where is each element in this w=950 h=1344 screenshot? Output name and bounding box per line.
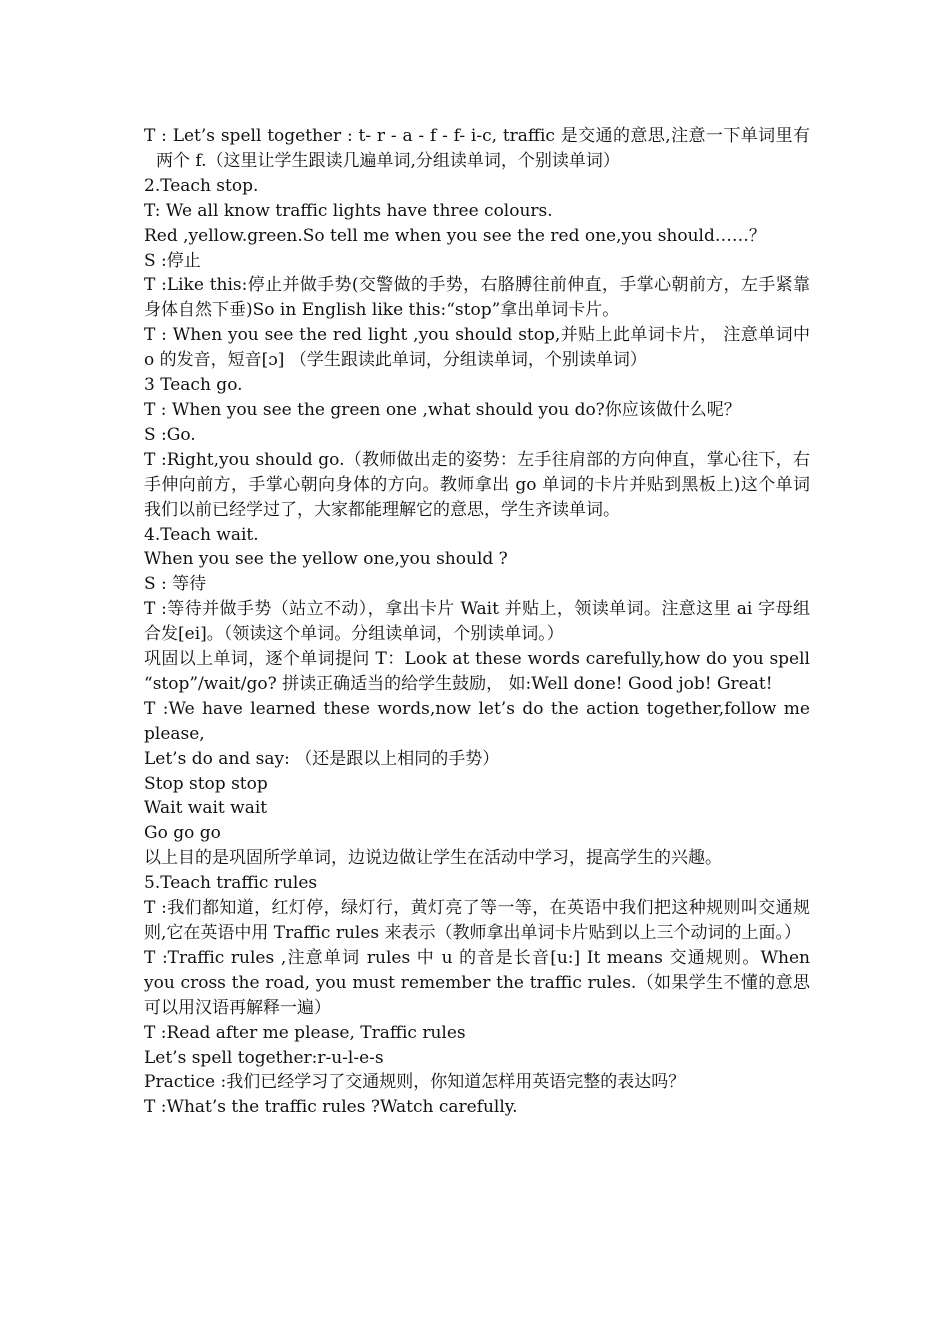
chant-line-wait: Wait wait wait — [144, 798, 268, 819]
paragraph: 巩固以上单词，逐个单词提问 T：Look at these words carefully,how do you spell “stop”/wait/go? 拼读正确适当的给学生鼓励， 如:Well done! Good job! Great! — [144, 649, 810, 694]
document-page — [144, 124, 810, 1120]
paragraph: T :Like this:停止并做手势(交警做的手势，右胳膊往前伸直，手掌心朝前方，左手紧靠身体自然下垂)So in English like this:“stop”拿出单词卡片。 — [144, 275, 810, 321]
paragraph-spell-traffic: T : Let’s spell together : t- r - a - f - f- i-c, traffic 是交通的意思,注意一下单词里有两个 f.（这里让学生跟读几遍单词,分组读单词，个别读单词） — [144, 126, 810, 171]
paragraph: T :等待并做手势（站立不动），拿出卡片 Wait 并贴上，领读单词。注意这里 ai 字母组合发[ei]。（领读这个单词。分组读单词，个别读单词。） — [144, 599, 810, 645]
paragraph: S : 等待 — [144, 574, 207, 595]
chant-line-stop: Stop stop stop — [144, 773, 268, 794]
paragraph: T :Traffic rules ,注意单词 rules 中 u 的音是长音[u:] It means 交通规则。When you cross the road, you must remember the traffic rules.（如果学生不懂的意思可以用汉语再解释一遍） — [144, 947, 810, 1018]
paragraph: T : When you see the red light ,you should stop,并贴上此单词卡片， 注意单词中 o 的发音，短音[ɔ] （学生跟读此单词，分组读单词，个别读单词） — [144, 325, 810, 371]
paragraph: T :我们都知道，红灯停，绿灯行，黄灯亮了等一等，在英语中我们把这种规则叫交通规则,它在英语中用 Traffic rules 来表示（教师拿出单词卡片贴到以上三个动词的上面。） — [144, 898, 810, 943]
paragraph-practice: Practice :我们已经学习了交通规则，你知道怎样用英语完整的表达吗？ — [144, 1072, 686, 1093]
paragraph: Red ,yellow.green.So tell me when you see the red one,you should……？ — [144, 225, 766, 246]
heading-teach-go: 3 Teach go. — [144, 375, 243, 396]
paragraph: S :Go. — [144, 424, 196, 445]
paragraph: T :Right,you should go.（教师做出走的姿势：左手往肩部的方向伸直，掌心往下，右手伸向前方，手掌心朝向身体的方向。教师拿出 go 单词的卡片并贴到黑板上)这个单词我们以前已经学过了，大家都能理解它的意思，学生齐读单词。 — [144, 449, 810, 520]
paragraph: T: We all know traffic lights have three colours. — [144, 200, 553, 221]
paragraph: T :We have learned these words,now let’s do the action together,follow me please, — [144, 698, 810, 744]
paragraph: S :停止 — [144, 250, 201, 271]
paragraph: Let’s spell together:r-u-l-e-s — [144, 1047, 384, 1068]
heading-teach-wait: 4.Teach wait. — [144, 524, 259, 545]
paragraph: When you see the yellow one,you should ? — [144, 549, 508, 570]
paragraph: T :Read after me please, Traffic rules — [144, 1022, 466, 1043]
paragraph: T : When you see the green one ,what should you do?你应该做什么呢？ — [144, 399, 741, 420]
heading-teach-stop: 2.Teach stop. — [144, 175, 259, 196]
paragraph: 以上目的是巩固所学单词，边说边做让学生在活动中学习，提高学生的兴趣。 — [144, 848, 722, 869]
heading-teach-traffic-rules: 5.Teach traffic rules — [144, 873, 318, 894]
chant-line-go: Go go go — [144, 823, 221, 844]
paragraph: T :What’s the traffic rules ?Watch carefully. — [144, 1097, 518, 1118]
paragraph: Let’s do and say: （还是跟以上相同的手势） — [144, 748, 500, 769]
